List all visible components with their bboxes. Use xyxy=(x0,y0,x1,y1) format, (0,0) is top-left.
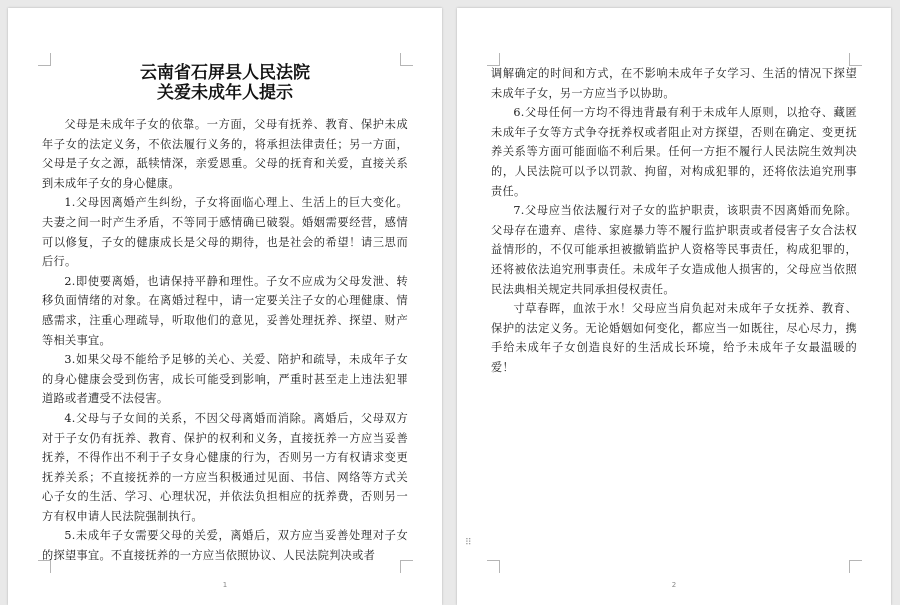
paragraph-intro: 父母是未成年子女的依靠。一方面，父母有抚养、教育、保护未成年子女的法定义务，不依法履行义务的，将承担法律责任；另一方面，父母是子女之源，舐犊情深，亲爱恩重。父母的抚育和关爱，直接关系到未成年子女的身心健康。 xyxy=(42,118,408,190)
document-subtitle: 关爱未成年人提示 xyxy=(157,83,293,103)
crop-mark-bottom-right xyxy=(849,560,862,573)
paragraph-item-6: 6.父母任何一方均不得违背最有利于未成年人原则，以抢夺、藏匿未成年子女等方式争夺抚养权或者阻止对方探望，否则在确定、变更抚养关系等方面可能面临不利后果。任何一方拒不履行人民法院生效判决的，人民法院可以予以罚款、拘留，对构成犯罪的，还将依法追究刑事责任。 xyxy=(491,106,857,198)
crop-mark-bottom-left xyxy=(487,560,500,573)
page-number: 2 xyxy=(671,581,677,589)
document-page-2 xyxy=(457,8,891,605)
paragraph-item-4: 4.父母与子女间的关系，不因父母离婚而消除。离婚后，父母双方对于子女仍有抚养、教育、保护的权利和义务，直接抚养一方应当妥善抚养，不得作出不利于子女身心健康的行为，否则另一方有权请求变更抚养关系；不直接抚养的一方应当积极通过见面、书信、网络等方式关心子女的生活、学习、心理状况，并依法负担相应的抚养费，否则另一方有权申请人民法院强制执行。 xyxy=(42,411,408,523)
drag-handle-icon[interactable]: ⠿ xyxy=(465,538,473,548)
paragraph-closing: 寸草春晖，血浓于水！父母应当肩负起对未成年子女抚养、教育、保护的法定义务。无论婚姻如何变化，都应当一如既往，尽心尽力，携手给未成年子女创造良好的生活成长环境，给予未成年子女最温暖的爱！ xyxy=(491,302,857,374)
page-1-content[interactable] xyxy=(42,63,408,566)
paragraph-item-2: 2.即使要离婚，也请保持平静和理性。子女不应成为父母发泄、转移负面情绪的对象。在离婚过程中，请一定要关注子女的心理健康、情感需求，注重心理疏导，听取他们的意见，妥善处理抚养、探望、财产等相关事宜。 xyxy=(42,274,408,347)
document-page-1 xyxy=(8,8,442,605)
paragraph-item-7: 7.父母应当依法履行对子女的监护职责，该职责不因离婚而免除。父母存在遗弃、虐待、家庭暴力等不履行监护职责或者侵害子女合法权益情形的，不仅可能承担被撤销监护人资格等民事责任，构成犯罪的，还将被依法追究刑事责任。未成年子女造成他人损害的，父母应当依照民法典相关规定共同承担侵权责任。 xyxy=(491,204,857,296)
paragraph-continuation: 调解确定的时间和方式，在不影响未成年子女学习、生活的情况下探望未成年子女，另一方应当予以协助。 xyxy=(491,67,857,100)
page-2-content[interactable] xyxy=(491,64,857,378)
page-number: 1 xyxy=(222,581,228,589)
document-title: 云南省石屏县人民法院 xyxy=(140,63,310,83)
paragraph-item-3: 3.如果父母不能给予足够的关心、关爱、陪护和疏导，未成年子女的身心健康会受到伤害，成长可能受到影响，严重时甚至走上违法犯罪道路或者遭受不法侵害。 xyxy=(42,353,408,406)
paragraph-item-5: 5.未成年子女需要父母的关爱，离婚后，双方应当妥善处理对子女的探望事宜。不直接抚养的一方应当依照协议、人民法院判决或者 xyxy=(42,529,408,563)
paragraph-item-1: 1.父母因离婚产生纠纷，子女将面临心理上、生活上的巨大变化。夫妻之间一时产生矛盾，不等同于感情确已破裂。婚姻需要经营，感情可以修复，子女的健康成长是父母的期待，也是社会的希望！请三思而后行。 xyxy=(42,196,408,269)
